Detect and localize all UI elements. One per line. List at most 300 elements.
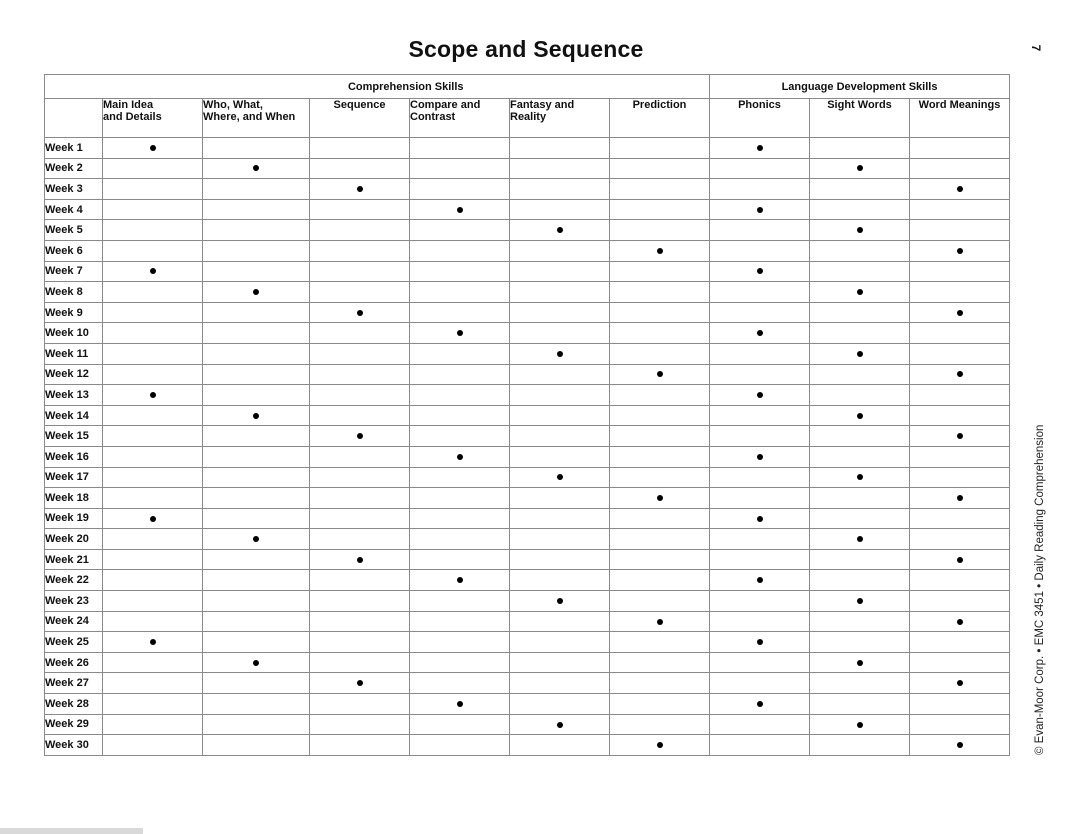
skill-cell xyxy=(410,158,510,179)
skill-cell xyxy=(203,343,310,364)
skill-cell xyxy=(103,652,203,673)
skill-cell xyxy=(710,426,810,447)
skill-header-line: Who, What, xyxy=(203,99,263,111)
skill-header-line: Word Meanings xyxy=(918,99,1001,111)
skill-cell xyxy=(610,343,710,364)
skill-cell xyxy=(710,549,810,570)
skill-cell xyxy=(203,199,310,220)
bullet-dot-icon xyxy=(957,248,963,254)
bullet-dot-icon xyxy=(357,680,363,686)
table-row xyxy=(45,549,1010,570)
skill-cell xyxy=(410,323,510,344)
week-label: Week 29 xyxy=(45,714,103,735)
week-label: Week 7 xyxy=(45,261,103,282)
skill-cell xyxy=(410,343,510,364)
skill-cell xyxy=(610,179,710,200)
week-label: Week 27 xyxy=(45,673,103,694)
skill-cell xyxy=(710,694,810,715)
skill-cell xyxy=(410,426,510,447)
skill-header-line: Phonics xyxy=(738,99,781,111)
skill-cell xyxy=(410,735,510,756)
skill-cell xyxy=(610,323,710,344)
skill-cell xyxy=(610,364,710,385)
week-label: Week 1 xyxy=(45,138,103,159)
skill-cell xyxy=(510,632,610,653)
skill-cell xyxy=(103,591,203,612)
skill-cell xyxy=(810,240,910,261)
skill-cell xyxy=(510,652,610,673)
skill-cell xyxy=(510,426,610,447)
skill-header-line: Compare and xyxy=(410,99,481,111)
skill-cell xyxy=(310,508,410,529)
skill-cell xyxy=(910,385,1010,406)
skill-cell xyxy=(410,529,510,550)
week-label: Week 19 xyxy=(45,508,103,529)
skill-cell xyxy=(510,282,610,303)
skill-cell xyxy=(510,138,610,159)
bottom-scrollbar[interactable] xyxy=(0,828,143,834)
skill-cell xyxy=(610,673,710,694)
skill-header xyxy=(510,99,610,138)
bullet-dot-icon xyxy=(357,186,363,192)
week-label: Week 17 xyxy=(45,467,103,488)
skill-cell xyxy=(710,529,810,550)
skill-cell xyxy=(203,446,310,467)
week-label: Week 5 xyxy=(45,220,103,241)
week-label: Week 20 xyxy=(45,529,103,550)
skill-cell xyxy=(103,488,203,509)
skill-cell xyxy=(510,364,610,385)
bullet-dot-icon xyxy=(557,598,563,604)
bullet-dot-icon xyxy=(857,474,863,480)
skill-header xyxy=(103,99,203,138)
skill-cell xyxy=(203,240,310,261)
skill-header xyxy=(610,99,710,138)
skill-header-line: and Details xyxy=(103,111,162,123)
skill-header-line: Reality xyxy=(510,111,547,123)
week-label: Week 28 xyxy=(45,694,103,715)
skill-cell xyxy=(810,611,910,632)
language-development-skills-header: Language Development Skills xyxy=(710,75,1010,99)
skill-cell xyxy=(610,529,710,550)
skill-cell xyxy=(510,529,610,550)
skill-cell xyxy=(810,467,910,488)
week-rows xyxy=(45,138,1010,756)
bullet-dot-icon xyxy=(557,474,563,480)
skill-header xyxy=(910,99,1010,138)
copyright-note: © Evan-Moor Corp. • EMC 3451 • Daily Reading Comprehension xyxy=(1034,424,1046,755)
bullet-dot-icon xyxy=(857,660,863,666)
skill-cell xyxy=(103,570,203,591)
skill-cell xyxy=(810,446,910,467)
bullet-dot-icon xyxy=(150,639,156,645)
skill-cell xyxy=(310,611,410,632)
skill-cell xyxy=(410,179,510,200)
skill-cell xyxy=(910,694,1010,715)
skill-cell xyxy=(910,240,1010,261)
skill-cell xyxy=(310,714,410,735)
skill-cell xyxy=(810,364,910,385)
skill-cell xyxy=(410,199,510,220)
skill-cell xyxy=(203,529,310,550)
bullet-dot-icon xyxy=(357,310,363,316)
skill-cell xyxy=(610,488,710,509)
skill-cell xyxy=(710,261,810,282)
skill-cell xyxy=(710,632,810,653)
bullet-dot-icon xyxy=(857,413,863,419)
skill-cell xyxy=(810,549,910,570)
skill-cell xyxy=(910,261,1010,282)
bullet-dot-icon xyxy=(757,207,763,213)
table-row xyxy=(45,446,1010,467)
skill-cell xyxy=(203,549,310,570)
skill-cell xyxy=(510,611,610,632)
skill-cell xyxy=(810,323,910,344)
bullet-dot-icon xyxy=(357,433,363,439)
skill-cell xyxy=(810,220,910,241)
skill-cell xyxy=(910,735,1010,756)
skill-cell xyxy=(510,240,610,261)
skill-cell xyxy=(203,673,310,694)
bullet-dot-icon xyxy=(657,248,663,254)
skill-cell xyxy=(103,220,203,241)
week-label: Week 2 xyxy=(45,158,103,179)
skill-cell xyxy=(310,446,410,467)
week-label: Week 21 xyxy=(45,549,103,570)
skill-cell xyxy=(203,302,310,323)
skill-cell xyxy=(610,735,710,756)
skill-cell xyxy=(510,467,610,488)
table-row xyxy=(45,467,1010,488)
skill-cell xyxy=(910,591,1010,612)
bullet-dot-icon xyxy=(757,330,763,336)
skill-cell xyxy=(203,714,310,735)
skill-cell xyxy=(710,508,810,529)
skill-cell xyxy=(310,282,410,303)
skill-cell xyxy=(510,158,610,179)
skill-cell xyxy=(710,220,810,241)
skill-cell xyxy=(510,591,610,612)
skill-cell xyxy=(510,302,610,323)
skill-cell xyxy=(810,652,910,673)
skill-cell xyxy=(410,673,510,694)
skill-cell xyxy=(810,673,910,694)
skill-cell xyxy=(910,343,1010,364)
skill-cell xyxy=(610,508,710,529)
skill-cell xyxy=(610,199,710,220)
skill-cell xyxy=(910,158,1010,179)
skill-cell xyxy=(310,632,410,653)
skill-cell xyxy=(810,591,910,612)
table-row xyxy=(45,694,1010,715)
skill-cell xyxy=(910,426,1010,447)
bullet-dot-icon xyxy=(253,536,259,542)
week-label: Week 9 xyxy=(45,302,103,323)
skill-cell xyxy=(410,302,510,323)
skill-cell xyxy=(810,529,910,550)
skill-cell xyxy=(710,385,810,406)
skill-cell xyxy=(510,199,610,220)
week-label: Week 16 xyxy=(45,446,103,467)
skill-cell xyxy=(810,261,910,282)
comprehension-skills-header: Comprehension Skills xyxy=(103,75,710,99)
skill-cell xyxy=(610,261,710,282)
week-label: Week 18 xyxy=(45,488,103,509)
skill-cell xyxy=(310,529,410,550)
table-row xyxy=(45,343,1010,364)
table-row xyxy=(45,673,1010,694)
skill-cell xyxy=(610,302,710,323)
skill-cell xyxy=(410,364,510,385)
skill-cell xyxy=(103,240,203,261)
skill-cell xyxy=(310,199,410,220)
skill-cell xyxy=(610,714,710,735)
bullet-dot-icon xyxy=(857,722,863,728)
skill-cell xyxy=(310,673,410,694)
week-label: Week 30 xyxy=(45,735,103,756)
skill-cell xyxy=(810,488,910,509)
bullet-dot-icon xyxy=(757,454,763,460)
skill-cell xyxy=(103,138,203,159)
bullet-dot-icon xyxy=(457,207,463,213)
skill-cell xyxy=(610,282,710,303)
bullet-dot-icon xyxy=(253,660,259,666)
skill-cell xyxy=(910,282,1010,303)
bullet-dot-icon xyxy=(457,330,463,336)
bullet-dot-icon xyxy=(457,577,463,583)
skill-cell xyxy=(310,405,410,426)
skill-cell xyxy=(910,714,1010,735)
table-row xyxy=(45,405,1010,426)
skill-cell xyxy=(810,694,910,715)
skill-cell xyxy=(710,735,810,756)
week-label: Week 8 xyxy=(45,282,103,303)
skill-cell xyxy=(710,405,810,426)
bullet-dot-icon xyxy=(357,557,363,563)
week-header-blank xyxy=(45,99,103,138)
skill-cell xyxy=(203,570,310,591)
table-row xyxy=(45,261,1010,282)
skill-cell xyxy=(510,261,610,282)
skill-cell xyxy=(610,138,710,159)
skill-header-line: Where, and When xyxy=(203,111,296,123)
skill-cell xyxy=(810,179,910,200)
skill-cell xyxy=(103,282,203,303)
skill-cell xyxy=(910,323,1010,344)
skill-cell xyxy=(103,426,203,447)
skill-cell xyxy=(510,343,610,364)
skill-header xyxy=(203,99,310,138)
skill-cell xyxy=(103,323,203,344)
table-row xyxy=(45,199,1010,220)
skill-cell xyxy=(410,611,510,632)
skill-cell xyxy=(710,240,810,261)
skill-cell xyxy=(710,611,810,632)
bullet-dot-icon xyxy=(557,227,563,233)
skill-cell xyxy=(310,694,410,715)
week-label: Week 23 xyxy=(45,591,103,612)
table-row xyxy=(45,508,1010,529)
skill-cell xyxy=(203,488,310,509)
table-row xyxy=(45,529,1010,550)
bullet-dot-icon xyxy=(857,289,863,295)
week-label: Week 3 xyxy=(45,179,103,200)
skill-cell xyxy=(610,611,710,632)
skill-cell xyxy=(610,158,710,179)
skill-cell xyxy=(710,714,810,735)
skill-cell xyxy=(610,694,710,715)
skill-cell xyxy=(203,364,310,385)
skill-cell xyxy=(710,179,810,200)
scope-sequence-table xyxy=(44,74,1010,756)
skill-cell xyxy=(910,467,1010,488)
skill-cell xyxy=(510,220,610,241)
skill-cell xyxy=(610,652,710,673)
page-number: 7 xyxy=(1029,44,1043,52)
skill-cell xyxy=(310,179,410,200)
skill-cell xyxy=(203,652,310,673)
skill-header-line: Main Idea xyxy=(103,99,154,111)
skill-cell xyxy=(910,570,1010,591)
skill-cell xyxy=(410,632,510,653)
skill-cell xyxy=(710,570,810,591)
skill-cell xyxy=(203,508,310,529)
skill-cell xyxy=(610,549,710,570)
skill-header-line: Sequence xyxy=(333,99,386,111)
skill-cell xyxy=(203,405,310,426)
bullet-dot-icon xyxy=(557,351,563,357)
bullet-dot-icon xyxy=(657,495,663,501)
skill-cell xyxy=(610,591,710,612)
table-row xyxy=(45,282,1010,303)
table-row xyxy=(45,735,1010,756)
skill-cell xyxy=(203,220,310,241)
bullet-dot-icon xyxy=(757,701,763,707)
bullet-dot-icon xyxy=(757,145,763,151)
bullet-dot-icon xyxy=(757,392,763,398)
skill-cell xyxy=(103,179,203,200)
skill-cell xyxy=(710,302,810,323)
skill-cell xyxy=(103,158,203,179)
skill-cell xyxy=(410,652,510,673)
table-row xyxy=(45,364,1010,385)
skill-cell xyxy=(910,446,1010,467)
skill-cell xyxy=(410,694,510,715)
skill-cell xyxy=(103,735,203,756)
skill-cell xyxy=(510,385,610,406)
week-label: Week 6 xyxy=(45,240,103,261)
week-label: Week 15 xyxy=(45,426,103,447)
bullet-dot-icon xyxy=(150,516,156,522)
skill-cell xyxy=(510,446,610,467)
skill-cell xyxy=(310,240,410,261)
skill-cell xyxy=(910,549,1010,570)
skill-cell xyxy=(510,405,610,426)
skill-cell xyxy=(410,570,510,591)
skill-cell xyxy=(103,632,203,653)
skill-cell xyxy=(910,673,1010,694)
skill-cell xyxy=(510,735,610,756)
skill-cell xyxy=(310,302,410,323)
skill-cell xyxy=(103,199,203,220)
skill-cell xyxy=(310,323,410,344)
skill-header-line: Contrast xyxy=(410,111,456,123)
bullet-dot-icon xyxy=(150,268,156,274)
skill-cell xyxy=(103,261,203,282)
skill-cell xyxy=(910,508,1010,529)
skill-cell xyxy=(810,158,910,179)
skill-cell xyxy=(103,467,203,488)
skill-cell xyxy=(910,138,1010,159)
skill-cell xyxy=(310,570,410,591)
skill-cell xyxy=(310,549,410,570)
bullet-dot-icon xyxy=(150,145,156,151)
skill-header xyxy=(310,99,410,138)
bullet-dot-icon xyxy=(657,742,663,748)
skill-cell xyxy=(310,158,410,179)
skill-cell xyxy=(310,652,410,673)
skill-cell xyxy=(510,323,610,344)
skill-cell xyxy=(710,673,810,694)
bullet-dot-icon xyxy=(253,165,259,171)
skill-cell xyxy=(410,138,510,159)
bullet-dot-icon xyxy=(457,701,463,707)
skill-cell xyxy=(103,343,203,364)
skill-cell xyxy=(510,570,610,591)
bullet-dot-icon xyxy=(957,186,963,192)
bullet-dot-icon xyxy=(857,227,863,233)
bullet-dot-icon xyxy=(957,557,963,563)
skill-cell xyxy=(910,652,1010,673)
skill-cell xyxy=(103,385,203,406)
skill-cell xyxy=(510,694,610,715)
bullet-dot-icon xyxy=(857,536,863,542)
skill-cell xyxy=(410,282,510,303)
skill-cell xyxy=(810,343,910,364)
skill-cell xyxy=(610,446,710,467)
skill-cell xyxy=(710,467,810,488)
skill-cell xyxy=(610,426,710,447)
skill-cell xyxy=(410,240,510,261)
table-row xyxy=(45,302,1010,323)
skill-cell xyxy=(710,591,810,612)
skill-cell xyxy=(710,364,810,385)
skill-cell xyxy=(810,426,910,447)
skill-cell xyxy=(203,611,310,632)
skill-cell xyxy=(310,220,410,241)
skill-cell xyxy=(610,467,710,488)
skill-cell xyxy=(310,426,410,447)
bullet-dot-icon xyxy=(857,351,863,357)
bullet-dot-icon xyxy=(757,516,763,522)
skill-cell xyxy=(103,673,203,694)
skill-cell xyxy=(910,220,1010,241)
week-label: Week 26 xyxy=(45,652,103,673)
skill-cell xyxy=(910,405,1010,426)
bullet-dot-icon xyxy=(757,639,763,645)
skill-cell xyxy=(610,220,710,241)
skill-cell xyxy=(510,673,610,694)
week-label: Week 25 xyxy=(45,632,103,653)
skill-header-line: Sight Words xyxy=(827,99,892,111)
skill-cell xyxy=(810,138,910,159)
skill-cell xyxy=(710,158,810,179)
skill-cell xyxy=(410,467,510,488)
skill-cell xyxy=(410,591,510,612)
table-row xyxy=(45,179,1010,200)
skill-cell xyxy=(310,488,410,509)
skill-cell xyxy=(203,179,310,200)
